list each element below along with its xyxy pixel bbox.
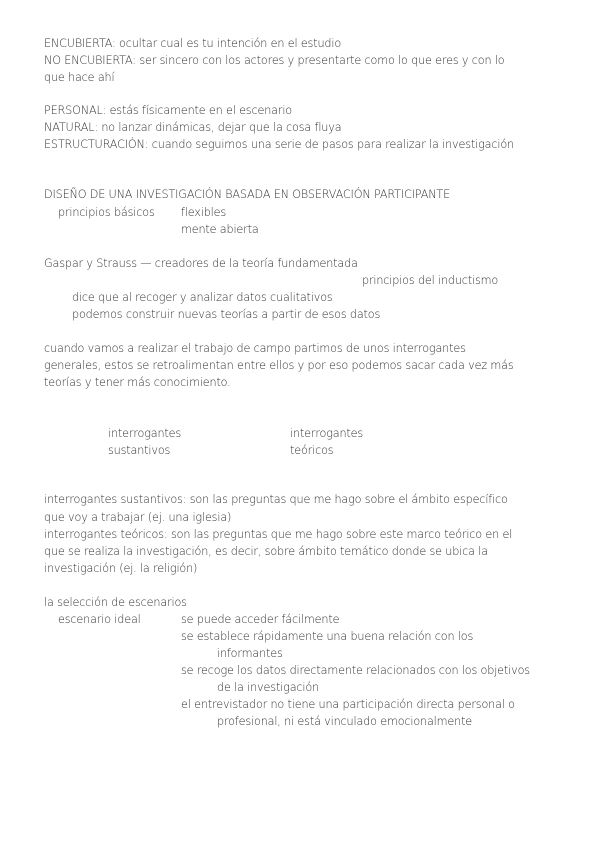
- list-item: el entrevistador no tiene una participación directa personal o: [181, 698, 515, 711]
- text-line: podemos construir nuevas teorías a partir de esos datos: [72, 308, 381, 321]
- text-line: cuando vamos a realizar el trabajo de campo partimos de unos interrogantes: [44, 342, 466, 355]
- text-line: PERSONAL: estás físicamente en el escenario: [44, 104, 292, 117]
- text-line: que se realiza la investigación, es decir, sobre ámbito temático donde se ubica la: [44, 545, 488, 558]
- section-heading: DISEÑO DE UNA INVESTIGACIÓN BASADA EN OBSERVACIÓN PARTICIPANTE: [44, 188, 451, 201]
- text-line: que hace ahí: [44, 71, 115, 84]
- text-line: principios del inductismo: [362, 274, 499, 287]
- text-line: investigación (ej. la religión): [44, 562, 198, 575]
- text-line: interrogantes: [290, 427, 364, 440]
- text-line: principios básicos: [58, 206, 155, 219]
- text-line: teóricos: [290, 444, 334, 457]
- text-line: mente abierta: [181, 223, 259, 236]
- text-line: ESTRUCTURACIÓN: cuando seguimos una serie de pasos para realizar la investigación: [44, 138, 514, 151]
- text-line: interrogantes sustantivos: son las preguntas que me hago sobre el ámbito específico: [44, 493, 508, 506]
- text-line: ENCUBIERTA: ocultar cual es tu intención en el estudio: [44, 37, 342, 50]
- text-line: Gaspar y Strauss — creadores de la teoría fundamentada: [44, 257, 358, 270]
- list-item: se establece rápidamente una buena relación con los: [181, 630, 474, 643]
- list-item: se recoge los datos directamente relacionados con los objetivos: [181, 664, 530, 677]
- text-line: dice que al recoger y analizar datos cualitativos: [72, 291, 333, 304]
- text-line: la selección de escenarios: [44, 596, 187, 609]
- text-line: que voy a trabajar (ej. una iglesia): [44, 511, 232, 524]
- text-line: generales, estos se retroalimentan entre ellos y por eso podemos sacar cada vez más: [44, 359, 514, 372]
- text-line: NATURAL: no lanzar dinámicas, dejar que la cosa fluya: [44, 121, 342, 134]
- list-item-continuation: informantes: [217, 647, 283, 660]
- text-line: NO ENCUBIERTA: ser sincero con los actores y presentarte como lo que eres y con lo: [44, 54, 505, 67]
- text-line: escenario ideal: [58, 613, 141, 626]
- text-line: teorías y tener más conocimiento.: [44, 376, 231, 389]
- list-item-continuation: profesional, ni está vinculado emocionalmente: [217, 715, 473, 728]
- text-line: sustantivos: [108, 444, 171, 457]
- list-item-continuation: de la investigación: [217, 681, 320, 694]
- list-item: se puede acceder fácilmente: [181, 613, 340, 626]
- text-line: interrogantes teóricos: son las preguntas que me hago sobre este marco teórico en el: [44, 528, 513, 541]
- text-line: flexibles: [181, 206, 227, 219]
- text-line: interrogantes: [108, 427, 182, 440]
